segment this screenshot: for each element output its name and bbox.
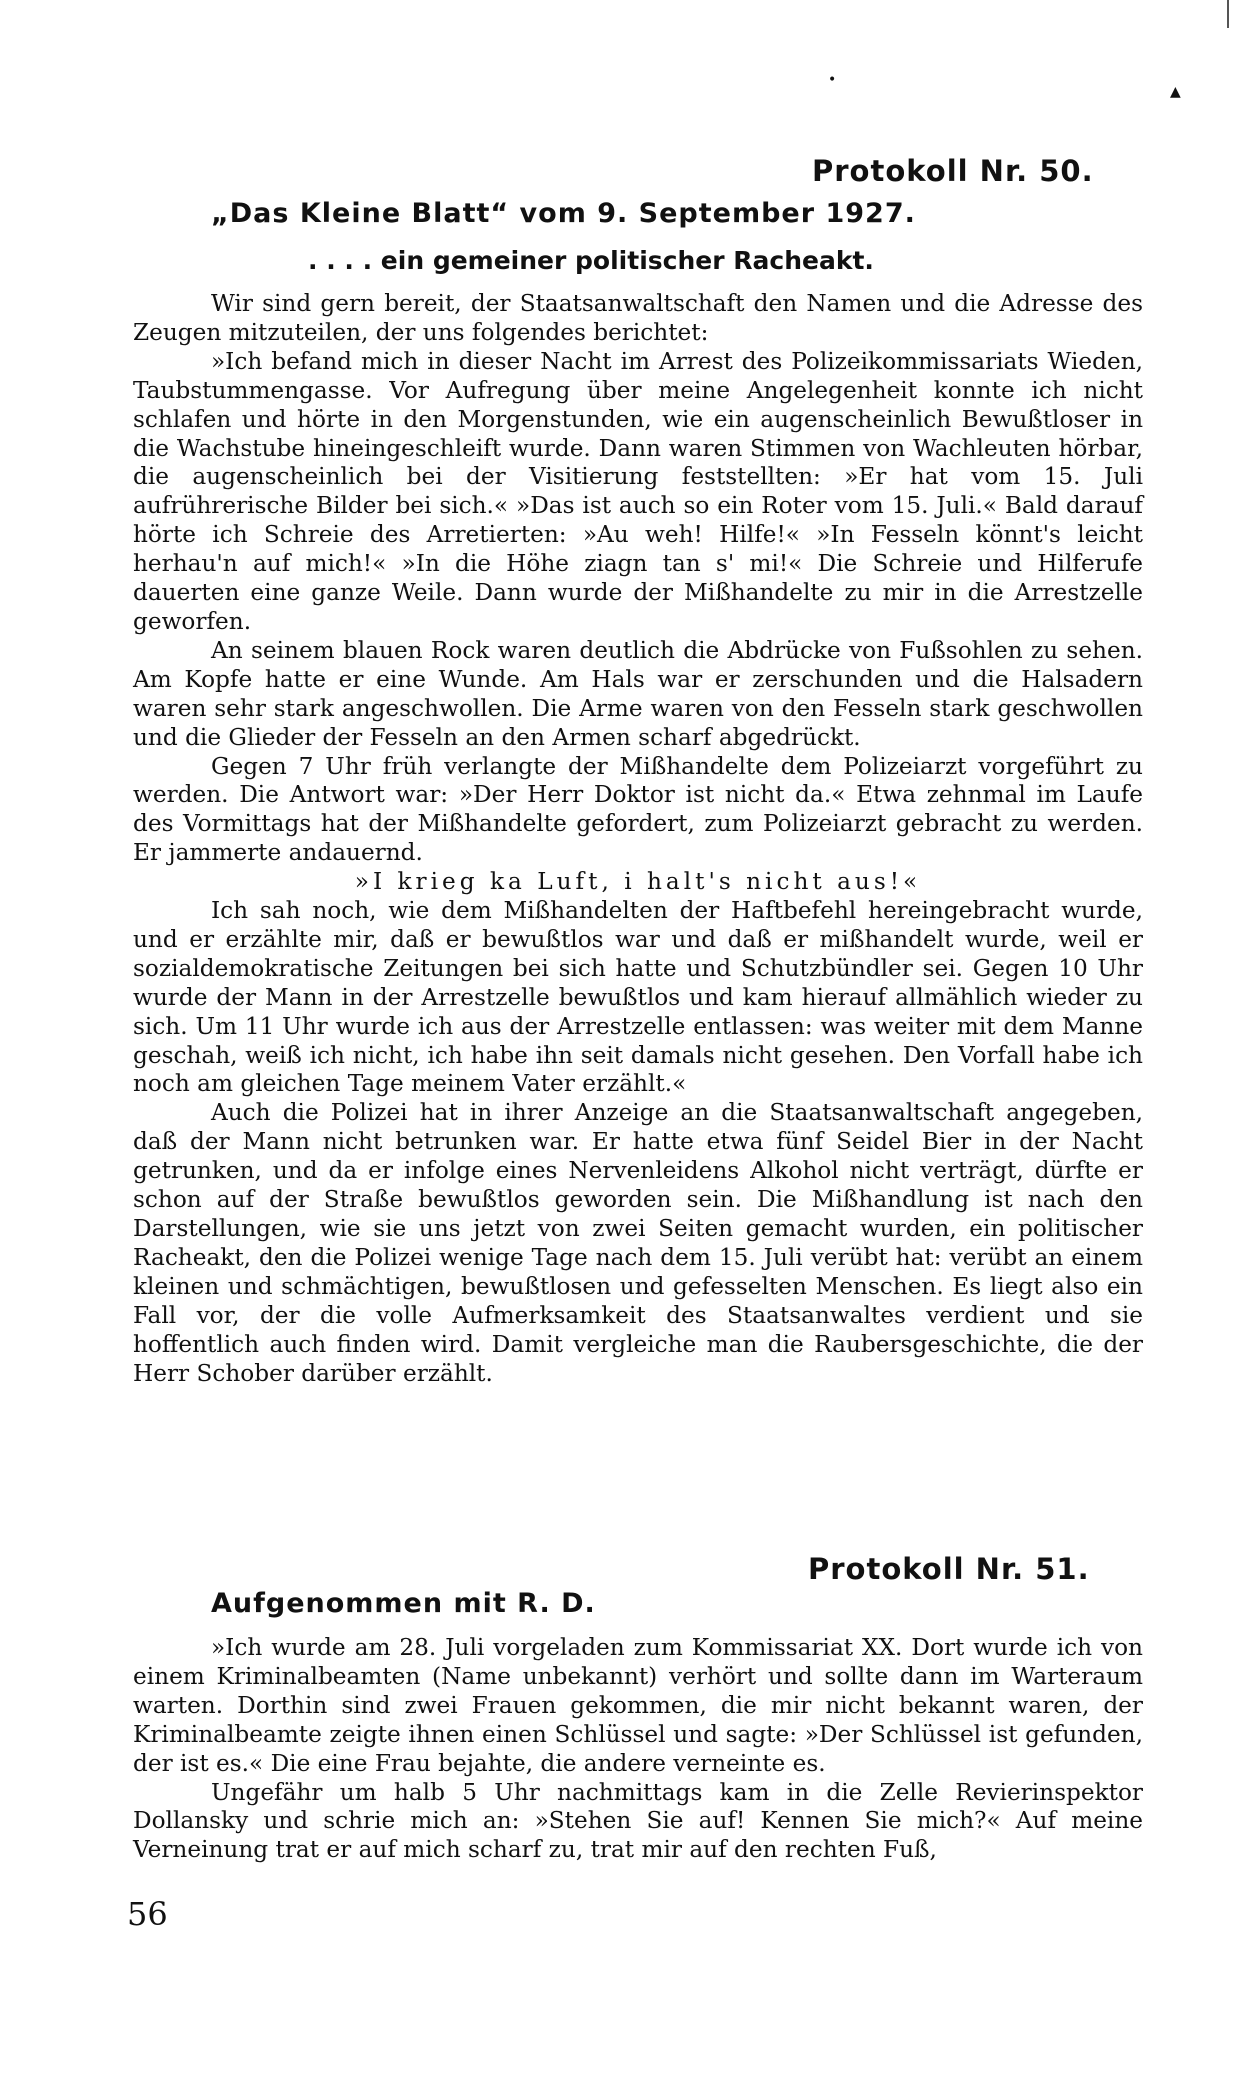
paragraph: »Ich wurde am 28. Juli vorgeladen zum Kommissariat XX. Dort wurde ich von einem Kriminalbeamten (Name unbekannt) verhört und sollte dann im Warteraum warten. Dorthin sind zwei Frauen gekommen, die mir nicht bekannt waren, der Kriminalbeamte zeigte ihnen einen Schlüssel und sagte: »Der Schlüssel ist gefunden, der ist es.« Die eine Frau bejahte, die andere verneinte es. bbox=[133, 1634, 1143, 1777]
paragraph: Gegen 7 Uhr früh verlangte der Mißhandelte dem Polizeiarzt vorgeführt zu werden. Die Antwort war: »Der Herr Doktor ist nicht da.« Etwa zehnmal im Laufe des Vormittags hat der Mißhandelte gefordert, zum Polizeiarzt gebracht zu werden. Er jammerte andauernd. bbox=[133, 752, 1143, 867]
protocol-51-heading: Protokoll Nr. 51. bbox=[808, 1552, 1090, 1586]
paragraph: Ungefähr um halb 5 Uhr nachmittags kam in die Zelle Revierinspektor Dollansky und schrie mich an: »Stehen Sie auf! Kennen Sie mich?« Auf meine Verneinung trat er auf mich scharf zu, trat mir auf den rechten Fuß, bbox=[133, 1778, 1143, 1864]
paragraph: An seinem blauen Rock waren deutlich die Abdrücke von Fußsohlen zu sehen. Am Kopfe hatte er eine Wunde. Am Hals war er zerschunden und die Halsadern waren sehr stark angeschwollen. Die Arme waren von den Fesseln stark geschwollen und die Glieder der Fesseln an den Armen scharf abgedrückt. bbox=[133, 636, 1143, 751]
paragraph: Auch die Polizei hat in ihrer Anzeige an die Staatsanwaltschaft angegeben, daß der Mann nicht betrunken war. Er hatte etwa fünf Seidel Bier in der Nacht getrunken, und da er infolge eines Nervenleidens Alkohol nicht verträgt, dürfte er schon auf der Straße bewußtlos geworden sein. Die Mißhandlung ist nach den Darstellungen, wie sie uns jetzt von zwei Seiten gemacht wurden, ein politischer Racheakt, den die Polizei wenige Tage nach dem 15. Juli verübt hat: verübt an einem kleinen und schmächtigen, bewußtlosen und gefesselten Menschen. Es liegt also ein Fall vor, der die volle Aufmerksamkeit des Staatsanwaltes verdient und sie hoffentlich auch finden wird. Damit vergleiche man die Raubersgeschichte, die der Herr Schober darüber erzählt. bbox=[133, 1099, 1143, 1387]
scan-dot: • bbox=[828, 72, 837, 88]
page-number: 56 bbox=[127, 1895, 168, 1933]
protocol-50-source: „Das Kleine Blatt“ vom 9. September 1927. bbox=[211, 198, 916, 229]
protocol-50-heading: Protokoll Nr. 50. bbox=[812, 154, 1094, 188]
scan-mark: ▲ bbox=[1170, 84, 1181, 100]
protocol-50-body bbox=[133, 290, 1143, 1388]
page-edge-mark bbox=[1227, 0, 1229, 28]
paragraph: Ich sah noch, wie dem Mißhandelten der Haftbefehl hereingebracht wurde, und er erzählte mir, daß er bewußtlos war und daß er mißhandelt wurde, weil er sozialdemokratische Zeitungen bei sich hatte und Schutzbündler sei. Gegen 10 Uhr wurde der Mann in der Arrestzelle bewußtlos und kam hierauf allmählich wieder zu sich. Um 11 Uhr wurde ich aus der Arrestzelle entlassen: was weiter mit dem Manne geschah, weiß ich nicht, ich habe ihn seit damals nicht gesehen. Den Vorfall habe ich noch am gleichen Tage meinem Vater erzählt.« bbox=[133, 897, 1143, 1098]
protocol-51-subtitle: Aufgenommen mit R. D. bbox=[211, 1588, 596, 1619]
protocol-51-body bbox=[133, 1634, 1143, 1865]
paragraph: »Ich befand mich in dieser Nacht im Arrest des Polizeikommissariats Wieden, Taubstummengasse. Vor Aufregung über meine Angelegenheit konnte ich nicht schlafen und hörte in den Morgenstunden, wie ein augenscheinlich Bewußtloser in die Wachstube hineingeschleift wurde. Dann waren Stimmen von Wachleuten hörbar, die augenscheinlich bei der Visitierung feststellten: »Er hat vom 15. Juli aufrührerische Bilder bei sich.« »Das ist auch so ein Roter vom 15. Juli.« Bald darauf hörte ich Schreie des Arretierten: »Au weh! Hilfe!« »In Fesseln könnt's leicht herhau'n auf mich!« »In die Höhe ziagn tan s' mi!« Die Schreie und Hilferufe dauerten eine ganze Weile. Dann wurde der Mißhandelte zu mir in die Arrestzelle geworfen. bbox=[133, 347, 1143, 635]
protocol-50-subtitle: . . . . ein gemeiner politischer Racheakt. bbox=[308, 246, 874, 275]
paragraph: Wir sind gern bereit, der Staatsanwaltschaft den Namen und die Adresse des Zeugen mitzuteilen, der uns folgendes berichtet: bbox=[133, 290, 1143, 346]
quote-line: »I krieg ka Luft, i halt's nicht aus!« bbox=[354, 868, 922, 896]
